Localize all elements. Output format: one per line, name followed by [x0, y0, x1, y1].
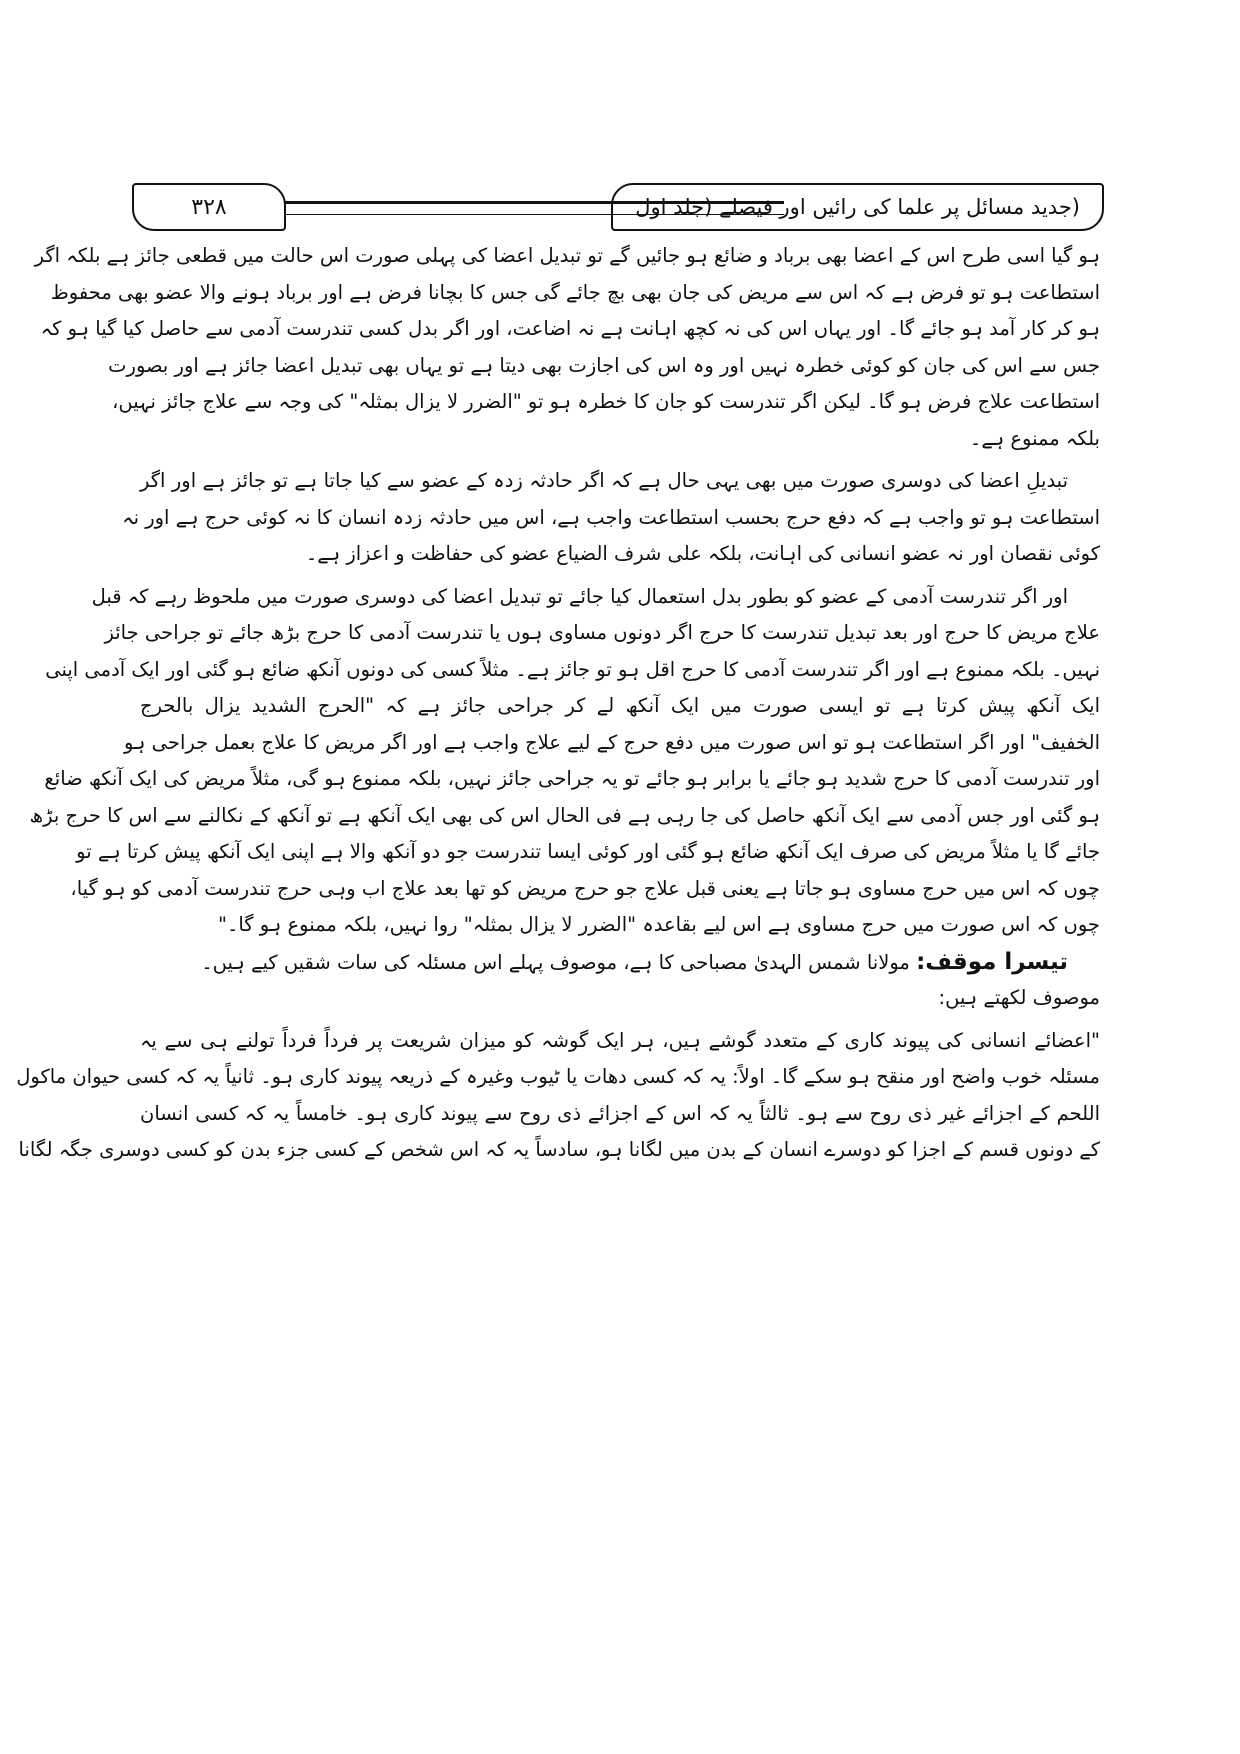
paragraph [140, 944, 1100, 1017]
text-line: استطاعت علاج فرض ہو گا۔ لیکن اگر تندرست کو جان کا خطرہ ہو تو "الضرر لا یزال بمثلہ" کی وجہ سے علاج جائز نہیں، [112, 390, 1100, 413]
heading-text: مولانا شمس الہدیٰ مصباحی کا ہے، موصوف پہلے اس مسئلہ کی سات شقیں کیے ہیں۔ [201, 950, 910, 974]
text-line [140, 944, 1100, 981]
text-line: ایک آنکھ پیش کرتا ہے تو ایسی صورت میں ایک آنکھ لے کر جراحی جائز ہے کہ "الحرج الشدید یزال بالحرج [140, 694, 1100, 717]
page-header [132, 183, 1104, 231]
text-line: استطاعت ہو تو واجب ہے کہ دفع حرج بحسب استطاعت واجب ہے، اس میں حادثہ زدہ انسان کا نہ کوئی حرج ہے اور نہ [122, 505, 1100, 529]
text-line: الخفیف" اور اگر استطاعت ہو تو اس صورت میں دفع حرج کے لیے علاج واجب ہے اور اگر مریض کا علاج بعمل جراحی ہو [123, 730, 1100, 754]
text-line: کوئی نقصان اور نہ عضو انسانی کی اہانت، بلکہ علی شرف الضیاع عضو کی حفاظت و اعزاز ہے۔ [305, 542, 1100, 565]
text-line: چوں کہ اس صورت میں حرج مساوی ہے اس لیے بقاعدہ "الضرر لا یزال بمثلہ" روا نہیں، بلکہ ممنوع ہو گا۔" [217, 913, 1100, 936]
text-line: اللحم کے اجزائے غیر ذی روح سے ہو۔ ثالثاً یہ کہ اس کے اجزائے ذی روح سے پیوند کاری ہو۔ خامساً یہ کہ کسی انسان [140, 1101, 1100, 1125]
text-line: اور اگر تندرست آدمی کے عضو کو بطور بدل استعمال کیا جائے تو تبدیل اعضا کی دوسری صورت میں ملحوظ رہے کہ قبل [91, 584, 1068, 608]
text-line: ہو گیا اسی طرح اس کے اعضا بھی برباد و ضائع ہو جائیں گے تو تبدیل اعضا کی پہلی صورت اس حالت میں قطعی جائز ہے بلکہ اگر [34, 244, 1100, 267]
text-line: علاج مریض کا حرج اور بعد تبدیل تندرست کا حرج اگر دونوں مساوی ہوں یا تندرست آدمی کا حرج بڑھ جائے تو جراحی جائز [104, 621, 1100, 644]
text-line: استطاعت ہو تو فرض ہے کہ اس سے مریض کی جان بھی بچ جائے گی جس کا بچانا فرض ہے اور برباد ہونے والا عضو بھی محفوظ [50, 280, 1100, 304]
text-line: موصوف لکھتے ہیں: [938, 986, 1100, 1009]
page-number-frame [132, 183, 286, 231]
book-title: (جدید مسائل پر علما کی رائیں اور فیصلے (جلد اول [635, 195, 1080, 219]
text-line: ہو کر کار آمد ہو جائے گا۔ اور یہاں اس کی نہ کچھ اہانت ہے نہ اضاعت، اور اگر بدل کسی تندرست آدمی سے حاصل کیا گیا ہو کہ [40, 317, 1100, 340]
text-line: کے دونوں قسم کے اجزا کو دوسرے انسان کے بدن میں لگانا ہو، سادساً یہ کہ اس شخص کے کسی جزء بدن کو کسی دوسری جگہ لگانا [18, 1138, 1100, 1161]
body-text [16, 238, 1100, 1169]
text-line: بلکہ ممنوع ہے۔ [969, 426, 1100, 450]
header-rule [284, 201, 784, 215]
text-line: مسئلہ خوب واضح اور منقح ہو سکے گا۔ اولاً: یہ کہ کسی دھات یا ٹیوب وغیرہ کے ذریعہ پیوند کاری ہو۔ ثانیاً یہ کہ کسی حیوان ماکول [16, 1065, 1100, 1088]
text-line: ہو گئی اور جس آدمی سے ایک آنکھ حاصل کی جا رہی ہے فی الحال اس کی بھی ایک آنکھ ہے تو آنکھ کے نکالنے سے اس کا حرج بڑھ [29, 803, 1100, 827]
paragraph [122, 463, 1100, 573]
section-heading: تیسرا موقف: [916, 948, 1068, 975]
text-line: چوں کہ اس میں حرج مساوی ہو جاتا ہے یعنی قبل علاج جو حرج مریض کو تھا بعد علاج اب وہی حرج تندرست آدمی کو ہو گیا، [70, 876, 1100, 900]
paragraph [16, 1023, 1100, 1169]
paragraph [29, 579, 1100, 944]
text-line: تبدیلِ اعضا کی دوسری صورت میں بھی یہی حال ہے کہ اگر حادثہ زدہ کے عضو سے کیا جاتا ہے تو جائز ہے اور اگر [140, 469, 1068, 492]
page-number: ۳۲۸ [191, 194, 227, 220]
text-line: نہیں۔ بلکہ ممنوع ہے اور اگر تندرست آدمی کا حرج اقل ہو تو جائز ہے۔ مثلاً کسی کی دونوں آنکھ ضائع ہو گئی اور ایک آدمی اپنی [45, 657, 1100, 681]
paragraph [34, 238, 1100, 457]
text-line: اور تندرست آدمی کا حرج شدید ہو جائے یا برابر ہو جائے تو یہ جراحی جائز نہیں، بلکہ ممنوع ہو گی، مثلاً مریض کی ایک آنکھ ضائع [44, 767, 1100, 790]
text-line: جائے گا یا مثلاً مریض کی صرف ایک آنکھ ضائع ہو گئی اور کوئی ایسا تندرست جو دو آنکھ والا ہے اپنی ایک آنکھ پیش کرتا ہے تو [76, 840, 1100, 863]
text-line: جس سے اس کی جان کو کوئی خطرہ نہیں اور وہ اس کی اجازت بھی دیتا ہے تو یہاں بھی تبدیل اعضا جائز ہے اور بصورت [108, 353, 1100, 377]
text-line: "اعضائے انسانی کی پیوند کاری کے متعدد گوشے ہیں، ہر ایک گوشہ کو میزان شریعت پر فرداً فرداً تولنے ہی سے یہ [140, 1028, 1100, 1052]
